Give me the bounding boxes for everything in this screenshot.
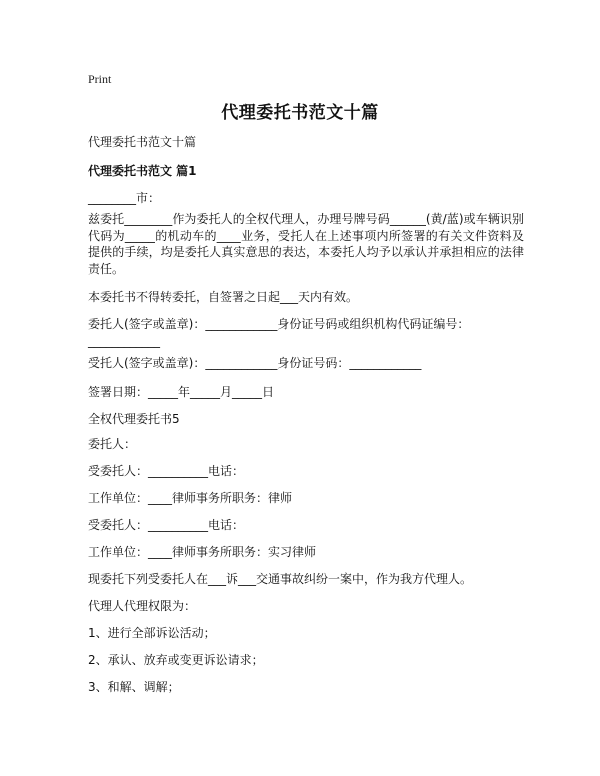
agent1-line: 受委托人：__________电话：	[88, 464, 245, 478]
no-subdelegation-line: 本委托书不得转委托，自签署之日起___天内有效。	[88, 290, 359, 304]
agent2-line: 受委托人：__________电话：	[88, 518, 245, 532]
work2-line: 工作单位：____律师事务所职务：实习律师	[88, 545, 317, 559]
authority-item-2: 2、承认、放弃或变更诉讼请求；	[88, 653, 264, 667]
full-power-heading: 全权代理委托书5	[88, 412, 180, 426]
authority-item-1: 1、进行全部诉讼活动；	[88, 626, 216, 640]
principal-signature-blank: ____________	[88, 334, 160, 348]
subtitle: 代理委托书范文十篇	[88, 135, 197, 149]
signing-date-line: 签署日期：_____年_____月_____日	[88, 385, 275, 399]
city-line: ________市：	[88, 191, 161, 205]
authority-item-3: 3、和解、调解；	[88, 680, 180, 694]
agent-signature-line: 受托人(签字或盖章)：____________身份证号码：____________	[88, 356, 422, 370]
section-heading: 代理委托书范文 篇1	[88, 164, 197, 178]
page-title: 代理委托书范文十篇	[221, 103, 379, 123]
principal-signature-line: 委托人(签字或盖章)：____________身份证号码或组织机构代码证编号：	[88, 317, 470, 331]
work1-line: 工作单位：____律师事务所职务：律师	[88, 491, 293, 505]
print-link[interactable]: Print	[88, 72, 112, 86]
authority-line: 代理人代理权限为：	[88, 599, 197, 613]
principal-line: 委托人：	[88, 437, 137, 451]
case-line: 现委托下列受委托人在___诉___交通事故纠纷一案中，作为我方代理人。	[88, 572, 473, 586]
body-paragraph: 兹委托________作为委托人的全权代理人，办理号牌号码______(黄/蓝)或车辆识别代码为_____的机动车的____业务，受托人在上述事项内所签署的有关文件资料及提供的手续，均是委托人真实意思的表达，本委托人均予以承认并承担相应的法律责任。	[88, 212, 524, 276]
